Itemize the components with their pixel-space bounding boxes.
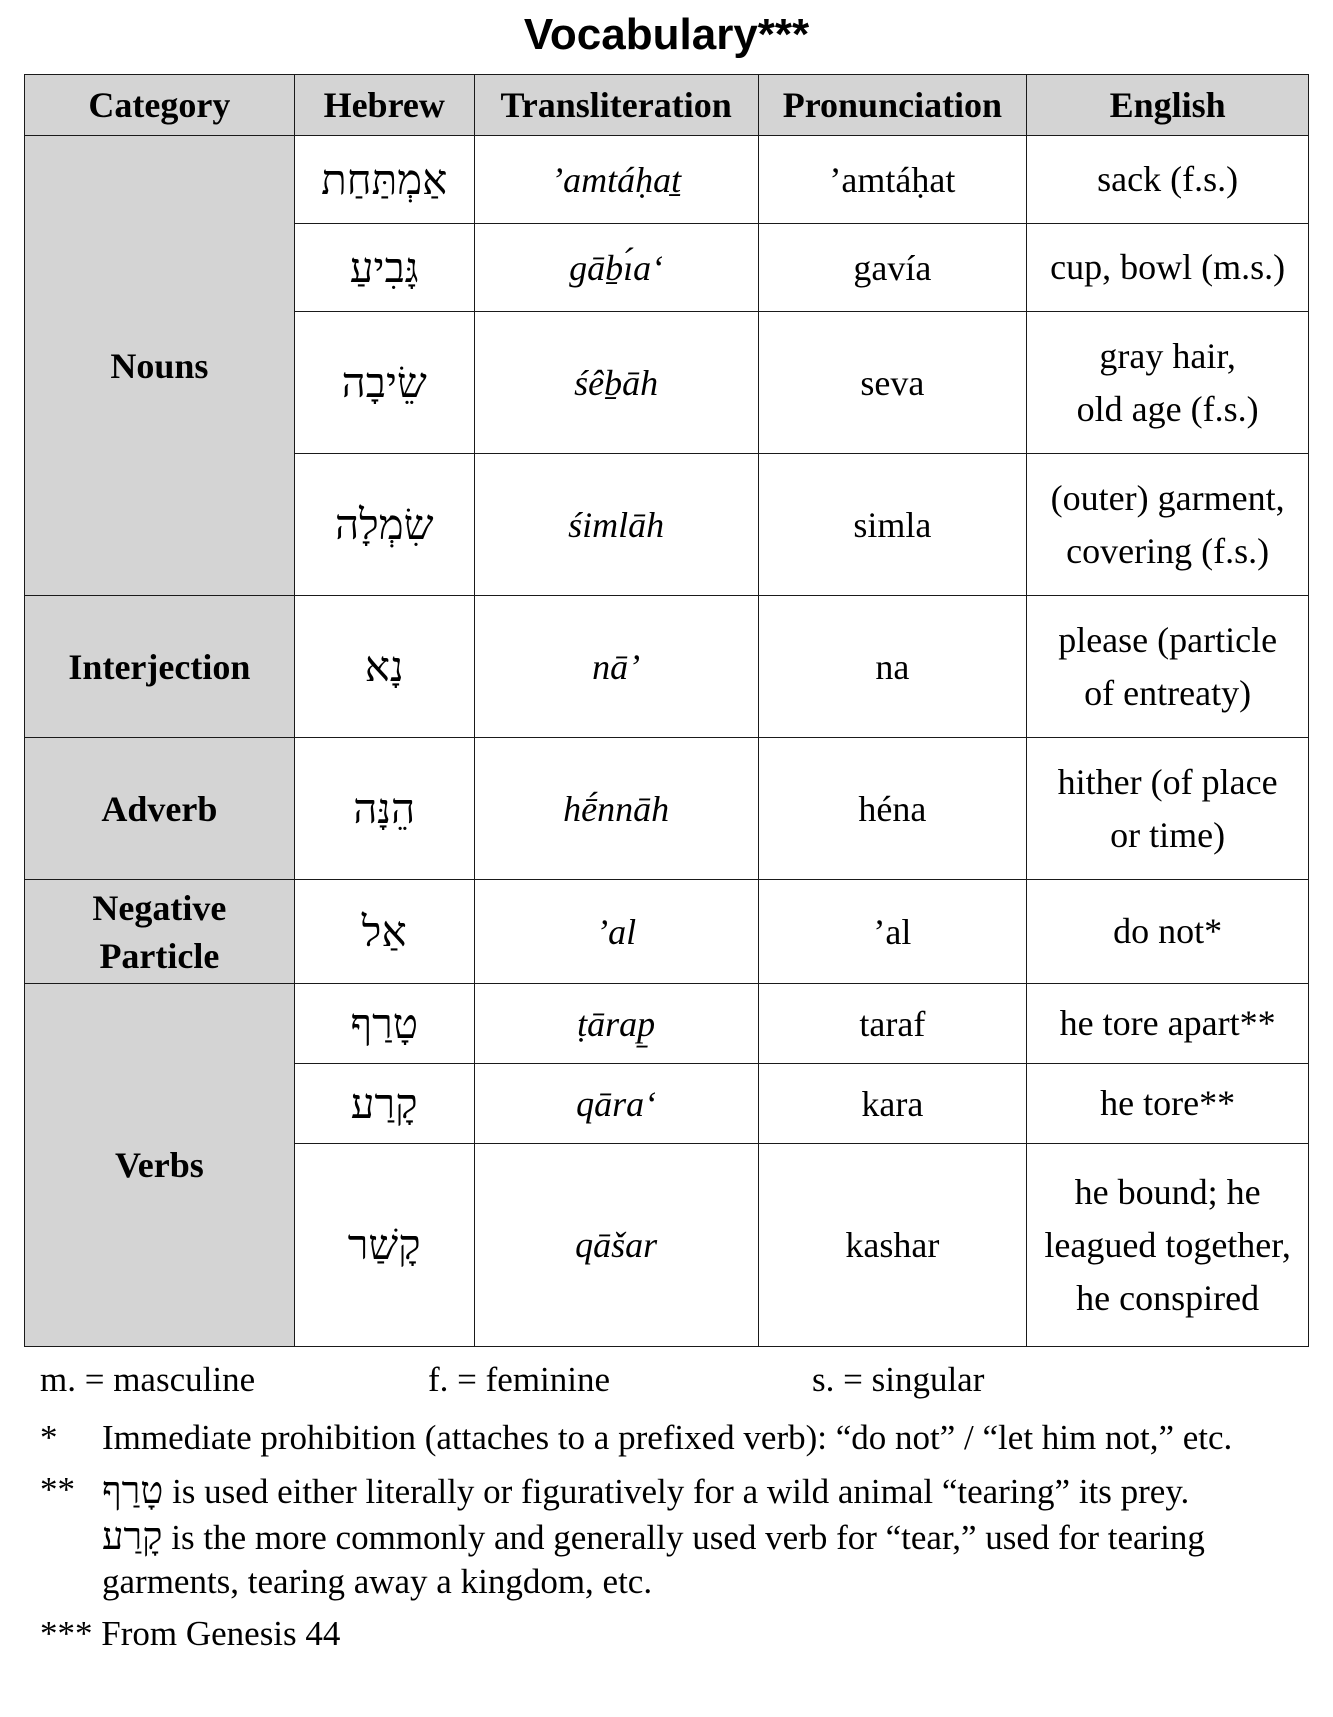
- header-category: Category: [25, 75, 295, 136]
- table-row: [25, 984, 1309, 1064]
- hebrew-inline: טָרַף: [102, 1468, 164, 1512]
- abbreviations: [40, 1358, 1310, 1408]
- hebrew-word: קָשַׁר: [294, 1144, 474, 1347]
- english-line: old age (f.s.): [1076, 388, 1259, 429]
- page-title: Vocabulary***: [523, 10, 810, 59]
- english-line: covering (f.s.): [1066, 530, 1270, 571]
- hebrew-word: שִׂמְלָה: [294, 454, 474, 596]
- footnote-mark: **: [40, 1470, 75, 1509]
- table-row: [25, 596, 1309, 738]
- abbr-masculine: m. = masculine: [40, 1360, 256, 1399]
- header-english: English: [1027, 75, 1309, 136]
- english-meaning: [1027, 738, 1309, 880]
- english-meaning: [1027, 312, 1309, 454]
- english-line: hither (of place: [1057, 761, 1278, 802]
- pronunciation: seva: [758, 312, 1027, 454]
- transliteration: ’al: [474, 880, 758, 984]
- footnote-1: [40, 1416, 1310, 1460]
- transliteration: ’amtáḥaṯ: [474, 136, 758, 224]
- category-verbs: Verbs: [25, 984, 295, 1347]
- header-hebrew: Hebrew: [294, 75, 474, 136]
- table-row: [25, 880, 1309, 984]
- hebrew-inline: קָרַע: [102, 1514, 163, 1558]
- pronunciation: na: [758, 596, 1027, 738]
- vocabulary-table: [24, 74, 1309, 1347]
- pronunciation: taraf: [758, 984, 1027, 1064]
- english-meaning: [1027, 1144, 1309, 1347]
- transliteration: gāḇı́a‘: [474, 224, 758, 312]
- english-line: please (particle: [1058, 619, 1278, 660]
- english-line: of entreaty): [1084, 672, 1252, 713]
- hebrew-word: נָא: [294, 596, 474, 738]
- category-line: Particle: [99, 935, 220, 976]
- hebrew-word: הֵנָּה: [294, 738, 474, 880]
- english-line: gray hair,: [1099, 335, 1236, 376]
- footnote-3: *** From Genesis 44: [40, 1614, 341, 1653]
- footnote-2: [40, 1468, 1310, 1604]
- table-row: [25, 136, 1309, 224]
- transliteration: śêḇāh: [474, 312, 758, 454]
- english-meaning: cup, bowl (m.s.): [1027, 224, 1309, 312]
- transliteration: ṭārap̱: [474, 984, 758, 1064]
- header-pronunciation: Pronunciation: [758, 75, 1027, 136]
- english-line: or time): [1110, 814, 1226, 855]
- pronunciation: ’amtáḥat: [758, 136, 1027, 224]
- category-adverb: Adverb: [25, 738, 295, 880]
- category-nouns: Nouns: [25, 136, 295, 596]
- english-meaning: [1027, 596, 1309, 738]
- hebrew-word: אַל: [294, 880, 474, 984]
- footnote-mark: *: [40, 1418, 58, 1457]
- transliteration: nā’: [474, 596, 758, 738]
- english-meaning: do not*: [1027, 880, 1309, 984]
- category-negative-particle: [25, 880, 295, 984]
- pronunciation: kashar: [758, 1144, 1027, 1347]
- english-meaning: [1027, 454, 1309, 596]
- hebrew-word: גָּבִיעַ: [294, 224, 474, 312]
- header-row: [25, 75, 1309, 136]
- category-line: Negative: [92, 887, 227, 928]
- category-interjection: Interjection: [25, 596, 295, 738]
- footnote-text: is the more commonly and generally used verb for “tear,” used for tearing garments, tearing away a kingdom, etc.: [102, 1518, 1205, 1601]
- english-meaning: he tore apart**: [1027, 984, 1309, 1064]
- footnotes: [40, 1358, 1310, 1656]
- header-transliteration: Transliteration: [474, 75, 758, 136]
- footnote-text: is used either literally or figuratively for a wild animal “tearing” its prey.: [163, 1472, 1190, 1511]
- english-line: he conspired: [1076, 1277, 1260, 1318]
- pronunciation: ’al: [758, 880, 1027, 984]
- table-row: [25, 738, 1309, 880]
- english-meaning: he tore**: [1027, 1064, 1309, 1144]
- pronunciation: kara: [758, 1064, 1027, 1144]
- abbr-feminine: f. = feminine: [428, 1360, 611, 1399]
- transliteration: qāra‘: [474, 1064, 758, 1144]
- hebrew-word: טָרַף: [294, 984, 474, 1064]
- english-line: leagued together,: [1044, 1224, 1291, 1265]
- transliteration: śimlāh: [474, 454, 758, 596]
- english-meaning: sack (f.s.): [1027, 136, 1309, 224]
- transliteration: qāšar: [474, 1144, 758, 1347]
- english-line: he bound; he: [1074, 1171, 1261, 1212]
- hebrew-word: שֵׂיבָה: [294, 312, 474, 454]
- pronunciation: gavía: [758, 224, 1027, 312]
- footnote-text: Immediate prohibition (attaches to a prefixed verb): “do not” / “let him not,” etc.: [102, 1418, 1233, 1457]
- pronunciation: héna: [758, 738, 1027, 880]
- hebrew-word: קָרַע: [294, 1064, 474, 1144]
- abbr-singular: s. = singular: [812, 1360, 985, 1399]
- hebrew-word: אַמְתַּחַת: [294, 136, 474, 224]
- english-line: (outer) garment,: [1050, 477, 1285, 518]
- transliteration: hḗnnāh: [474, 738, 758, 880]
- pronunciation: simla: [758, 454, 1027, 596]
